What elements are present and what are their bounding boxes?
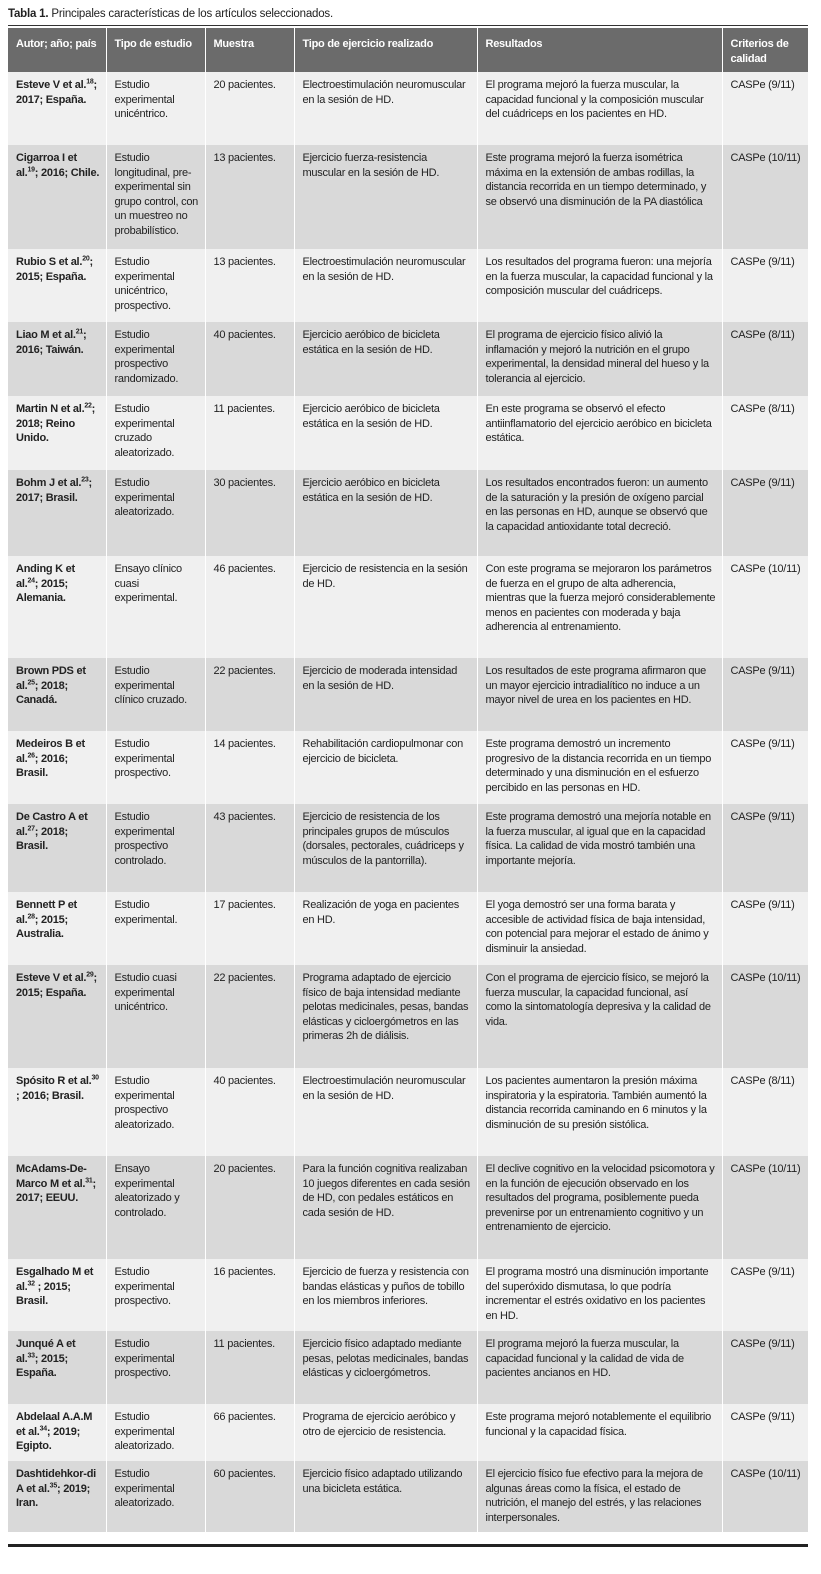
cell-results: El programa mostró una disminución importante del superóxido dismutasa, lo que podría incrementar el estrés oxidativo en los pacientes en HD.	[477, 1259, 722, 1331]
cell-author	[8, 1404, 106, 1461]
author-year-country: ; 2019; Iran.	[16, 1482, 91, 1509]
cell-quality: CASPe (9/11)	[722, 249, 808, 322]
cell-quality: CASPe (9/11)	[722, 470, 808, 556]
author-year-country: ; 2015; España.	[16, 256, 93, 283]
cell-sample: 16 pacientes.	[205, 1259, 294, 1331]
cell-quality: CASPe (10/11)	[722, 965, 808, 1068]
cell-quality: CASPe (9/11)	[722, 658, 808, 731]
cell-author	[8, 804, 106, 892]
author-year-country: ; 2015; España.	[16, 972, 97, 999]
author-name: Bennett P et al.	[16, 899, 77, 926]
cell-quality: CASPe (9/11)	[722, 731, 808, 804]
header-quality: Criterios de calidad	[722, 28, 808, 72]
cell-sample: 22 pacientes.	[205, 965, 294, 1068]
characteristics-table	[8, 28, 808, 1532]
cell-exercise: Para la función cognitiva realizaban 10 juegos diferentes en cada sesión de HD, con pedales estáticos en cada sesión de HD.	[294, 1156, 477, 1259]
cell-author	[8, 470, 106, 556]
author-year-country: ; 2017; España.	[16, 79, 97, 106]
reference-number: 19	[27, 165, 35, 173]
author-year-country: ; 2016; Brasil.	[16, 1089, 84, 1102]
cell-quality: CASPe (9/11)	[722, 72, 808, 145]
cell-author	[8, 892, 106, 965]
cell-sample: 60 pacientes.	[205, 1461, 294, 1532]
author-year-country: ; 2016; Chile.	[34, 166, 100, 179]
author-name: Anding K et al.	[16, 563, 75, 590]
cell-author	[8, 72, 106, 145]
cell-exercise: Programa adaptado de ejercicio físico de baja intensidad mediante pelotas medicinales, pesas, bandas elásticas y cicloergómetros en las primeras 2h de diálisis.	[294, 965, 477, 1068]
cell-results: En este programa se observó el efecto antiinflamatorio del ejercicio aeróbico en bicicleta estática.	[477, 396, 722, 470]
cell-quality: CASPe (9/11)	[722, 1331, 808, 1404]
header-author: Autor; año; país	[8, 28, 106, 72]
author-name: Abdelaal A.A.M et al.	[16, 1411, 93, 1438]
cell-results: Los resultados de este programa afirmaron que un mayor ejercicio intradialítico no induce a un mayor nivel de urea en los pacientes en HD.	[477, 658, 722, 731]
cell-quality: CASPe (8/11)	[722, 322, 808, 396]
author-name: Brown PDS et al.	[16, 665, 86, 692]
author-name: Rubio S et al.	[16, 256, 83, 268]
cell-quality: CASPe (9/11)	[722, 804, 808, 892]
table-row	[8, 1404, 808, 1461]
cell-study-type: Estudio experimental.	[106, 892, 205, 965]
header-results: Resultados	[477, 28, 722, 72]
cell-study-type: Estudio experimental prospectivo.	[106, 1331, 205, 1404]
reference-number: 29	[86, 971, 94, 979]
cell-results: El programa de ejercicio físico alivió la inflamación y mejoró la nutrición en el grupo experimental, la densidad mineral del hueso y la tolerancia al ejercicio.	[477, 322, 722, 396]
cell-study-type: Estudio experimental aleatorizado.	[106, 1461, 205, 1532]
cell-results: El ejercicio físico fue efectivo para la mejora de algunas áreas como la física, el estado de nutrición, el manejo del estrés, y las relaciones interpersonales.	[477, 1461, 722, 1532]
author-name: Martin N et al.	[16, 403, 85, 415]
cell-exercise: Ejercicio fuerza-resistencia muscular en la sesión de HD.	[294, 145, 477, 249]
cell-quality: CASPe (9/11)	[722, 1404, 808, 1461]
cell-results: Este programa demostró un incremento progresivo de la distancia recorrida en un tiempo determinado y una disminución en el esfuerzo percibido en las personas en HD.	[477, 731, 722, 804]
cell-author	[8, 1331, 106, 1404]
cell-sample: 66 pacientes.	[205, 1404, 294, 1461]
cell-study-type: Estudio experimental prospectivo controlado.	[106, 804, 205, 892]
cell-exercise: Ejercicio físico adaptado mediante pesas, pelotas medicinales, bandas elásticas y cicloergómetros.	[294, 1331, 477, 1404]
header-study-type: Tipo de estudio	[106, 28, 205, 72]
cell-quality: CASPe (10/11)	[722, 1156, 808, 1259]
cell-results: Este programa demostró una mejoría notable en la fuerza muscular, al igual que en la capacidad física. La calidad de vida mostró también una importante mejoría.	[477, 804, 722, 892]
cell-study-type: Estudio experimental prospectivo.	[106, 1259, 205, 1331]
cell-exercise: Rehabilitación cardiopulmonar con ejercicio de bicicleta.	[294, 731, 477, 804]
author-year-country: ; 2018; Reino Unido.	[16, 403, 96, 444]
reference-number: 22	[84, 402, 92, 410]
reference-number: 34	[39, 1424, 47, 1432]
cell-sample: 40 pacientes.	[205, 322, 294, 396]
author-name: Cigarroa I et al.	[16, 152, 77, 179]
author-name: Liao M et al.	[16, 329, 76, 341]
cell-quality: CASPe (9/11)	[722, 892, 808, 965]
author-name: McAdams-De-Marco M et al.	[16, 1163, 87, 1190]
cell-exercise: Electroestimulación neuromuscular en la sesión de HD.	[294, 1068, 477, 1156]
table-row	[8, 1461, 808, 1532]
reference-number: 23	[81, 476, 89, 484]
table-caption-text: Principales características de los artículos seleccionados.	[48, 8, 333, 20]
cell-results: Este programa mejoró notablemente el equilibrio funcional y la capacidad física.	[477, 1404, 722, 1461]
cell-exercise: Ejercicio aeróbico de bicicleta estática en la sesión de HD.	[294, 396, 477, 470]
cell-sample: 13 pacientes.	[205, 145, 294, 249]
author-year-country: ; 2015; Brasil.	[16, 1280, 71, 1307]
cell-author	[8, 1259, 106, 1331]
author-year-country: ; 2019; Egipto.	[16, 1425, 80, 1452]
cell-author	[8, 731, 106, 804]
cell-quality: CASPe (10/11)	[722, 145, 808, 249]
cell-exercise: Programa de ejercicio aeróbico y otro de ejercicio de resistencia.	[294, 1404, 477, 1461]
cell-author	[8, 1461, 106, 1532]
cell-author	[8, 396, 106, 470]
table-caption-label: Tabla 1.	[8, 8, 49, 20]
reference-number: 30	[91, 1074, 99, 1082]
cell-sample: 17 pacientes.	[205, 892, 294, 965]
table-row	[8, 322, 808, 396]
reference-number: 27	[27, 824, 35, 832]
author-year-country: ; 2018; Canadá.	[16, 679, 68, 706]
cell-sample: 20 pacientes.	[205, 72, 294, 145]
cell-sample: 30 pacientes.	[205, 470, 294, 556]
cell-study-type: Estudio experimental prospectivo.	[106, 731, 205, 804]
cell-study-type: Estudio experimental prospectivo aleatorizado.	[106, 1068, 205, 1156]
cell-author	[8, 322, 106, 396]
cell-quality: CASPe (10/11)	[722, 556, 808, 658]
table-row	[8, 145, 808, 249]
cell-study-type: Estudio experimental prospectivo randomizado.	[106, 322, 205, 396]
cell-study-type: Estudio experimental aleatorizado.	[106, 470, 205, 556]
cell-results: El declive cognitivo en la velocidad psicomotora y en la función de ejecución observado en los resultados del programa, posiblemente pueda prevenirse por un entrenamiento cognitivo y un entrenamiento de ejercicio.	[477, 1156, 722, 1259]
table-row	[8, 892, 808, 965]
author-year-country: ; 2017; Brasil.	[16, 477, 92, 504]
table-row	[8, 658, 808, 731]
cell-results: Los resultados encontrados fueron: un aumento de la saturación y la presión de oxígeno parcial en las personas en HD, aunque se observó que la capacidad antioxidante total decreció.	[477, 470, 722, 556]
cell-results: Con el programa de ejercicio físico, se mejoró la fuerza muscular, la capacidad funcional, así como la sintomatología depresiva y la calidad de vida.	[477, 965, 722, 1068]
cell-sample: 20 pacientes.	[205, 1156, 294, 1259]
author-name: Bohm J et al.	[16, 477, 82, 489]
cell-study-type: Estudio longitudinal, pre-experimental sin grupo control, con un muestreo no probabilístico.	[106, 145, 205, 249]
table-row	[8, 1259, 808, 1331]
cell-quality: CASPe (9/11)	[722, 1259, 808, 1331]
cell-study-type: Estudio experimental unicéntrico, prospectivo.	[106, 249, 205, 322]
author-name: Esteve V et al.	[16, 79, 87, 91]
reference-number: 24	[27, 576, 35, 584]
cell-sample: 11 pacientes.	[205, 396, 294, 470]
table-caption	[8, 8, 333, 20]
cell-study-type: Estudio experimental unicéntrico.	[106, 72, 205, 145]
cell-results: Con este programa se mejoraron los parámetros de fuerza en el grupo de alta adherencia, mientras que la fuerza mejoró considerablemente menos en pacientes con moderada y baja adherencia al entrenamiento.	[477, 556, 722, 658]
table-row	[8, 249, 808, 322]
cell-results: El programa mejoró la fuerza muscular, la capacidad funcional y la calidad de vida de pacientes ancianos en HD.	[477, 1331, 722, 1404]
table-row	[8, 556, 808, 658]
author-year-country: ; 2016; Taiwán.	[16, 329, 87, 356]
reference-number: 26	[27, 751, 35, 759]
table-row	[8, 1156, 808, 1259]
table-row	[8, 1068, 808, 1156]
cell-sample: 11 pacientes.	[205, 1331, 294, 1404]
header-row	[8, 28, 808, 72]
cell-sample: 22 pacientes.	[205, 658, 294, 731]
cell-study-type: Estudio cuasi experimental unicéntrico.	[106, 965, 205, 1068]
cell-author	[8, 249, 106, 322]
bottom-rule	[8, 1544, 808, 1547]
cell-exercise: Ejercicio físico adaptado utilizando una bicicleta estática.	[294, 1461, 477, 1532]
cell-sample: 13 pacientes.	[205, 249, 294, 322]
cell-results: Este programa mejoró la fuerza isométrica máxima en la extensión de ambas rodillas, la distancia recorrida en un tiempo determinado, y se observó una disminución de la PA diastólica	[477, 145, 722, 249]
table-row	[8, 1331, 808, 1404]
cell-author	[8, 658, 106, 731]
reference-number: 35	[49, 1481, 57, 1489]
author-name: Medeiros B et al.	[16, 738, 85, 765]
cell-results: El yoga demostró ser una forma barata y accesible de actividad física de baja intensidad, con potencial para mejorar el estado de ánimo y disminuir la ansiedad.	[477, 892, 722, 965]
cell-exercise: Realización de yoga en pacientes en HD.	[294, 892, 477, 965]
table-row	[8, 470, 808, 556]
table-row	[8, 804, 808, 892]
reference-number: 18	[86, 78, 94, 86]
cell-exercise: Ejercicio de resistencia en la sesión de HD.	[294, 556, 477, 658]
cell-study-type: Estudio experimental cruzado aleatorizado.	[106, 396, 205, 470]
cell-exercise: Ejercicio de moderada intensidad en la sesión de HD.	[294, 658, 477, 731]
top-rule	[8, 25, 808, 26]
cell-quality: CASPe (8/11)	[722, 396, 808, 470]
header-sample: Muestra	[205, 28, 294, 72]
author-name: De Castro A et al.	[16, 811, 88, 838]
table-row	[8, 965, 808, 1068]
author-year-country: ; 2015; Alemania.	[16, 577, 68, 604]
cell-author	[8, 1068, 106, 1156]
cell-study-type: Ensayo clínico cuasi experimental.	[106, 556, 205, 658]
author-year-country: ; 2015; Australia.	[16, 913, 68, 940]
author-name: Esgalhado M et al.	[16, 1266, 94, 1293]
author-name: Spósito R et al.	[16, 1075, 92, 1087]
table-row	[8, 396, 808, 470]
reference-number: 21	[75, 328, 84, 336]
cell-results: El programa mejoró la fuerza muscular, la capacidad funcional y la composición muscular del cuádriceps en los pacientes en HD.	[477, 72, 722, 145]
reference-number: 25	[27, 678, 35, 686]
cell-exercise: Ejercicio de resistencia de los principales grupos de músculos (dorsales, pectorales, cuádriceps y músculos de la pantorrilla).	[294, 804, 477, 892]
cell-study-type: Estudio experimental aleatorizado.	[106, 1404, 205, 1461]
author-name: Dashtidehkor-di A et al.	[16, 1468, 96, 1495]
header-exercise: Tipo de ejercicio realizado	[294, 28, 477, 72]
author-year-country: ; 2016; Brasil.	[16, 752, 68, 779]
table-row	[8, 72, 808, 145]
cell-results: Los resultados del programa fueron: una mejoría en la fuerza muscular, la capacidad funcional y la composición muscular del cuádriceps.	[477, 249, 722, 322]
cell-author	[8, 556, 106, 658]
reference-number: 31	[85, 1176, 93, 1184]
cell-author	[8, 1156, 106, 1259]
cell-sample: 43 pacientes.	[205, 804, 294, 892]
cell-author	[8, 965, 106, 1068]
reference-number: 28	[27, 912, 35, 920]
author-year-country: ; 2017; EEUU.	[16, 1177, 96, 1204]
cell-study-type: Estudio experimental clínico cruzado.	[106, 658, 205, 731]
author-year-country: ; 2018; Brasil.	[16, 825, 68, 852]
cell-exercise: Electroestimulación neuromuscular en la sesión de HD.	[294, 249, 477, 322]
table-row	[8, 731, 808, 804]
cell-exercise: Electroestimulación neuromuscular en la sesión de HD.	[294, 72, 477, 145]
cell-exercise: Ejercicio de fuerza y resistencia con bandas elásticas y puños de tobillo en los miembros inferiores.	[294, 1259, 477, 1331]
author-year-country: ; 2015; España.	[16, 1352, 68, 1379]
reference-number: 33	[27, 1351, 35, 1359]
reference-number: 20	[82, 255, 90, 263]
reference-number: 32	[27, 1279, 35, 1287]
cell-study-type: Ensayo experimental aleatorizado y controlado.	[106, 1156, 205, 1259]
cell-quality: CASPe (10/11)	[722, 1461, 808, 1532]
author-name: Esteve V et al.	[16, 972, 87, 984]
cell-results: Los pacientes aumentaron la presión máxima inspiratoria y la espiratoria. También aumentó la distancia recorrida caminando en 6 minutos y la disminución de su presión sistólica.	[477, 1068, 722, 1156]
table-body	[8, 72, 808, 1532]
cell-exercise: Ejercicio aeróbico de bicicleta estática en la sesión de HD.	[294, 322, 477, 396]
cell-exercise: Ejercicio aeróbico en bicicleta estática en la sesión de HD.	[294, 470, 477, 556]
cell-quality: CASPe (8/11)	[722, 1068, 808, 1156]
cell-sample: 40 pacientes.	[205, 1068, 294, 1156]
cell-sample: 46 pacientes.	[205, 556, 294, 658]
cell-author	[8, 145, 106, 249]
cell-sample: 14 pacientes.	[205, 731, 294, 804]
author-name: Junqué A et al.	[16, 1338, 76, 1365]
